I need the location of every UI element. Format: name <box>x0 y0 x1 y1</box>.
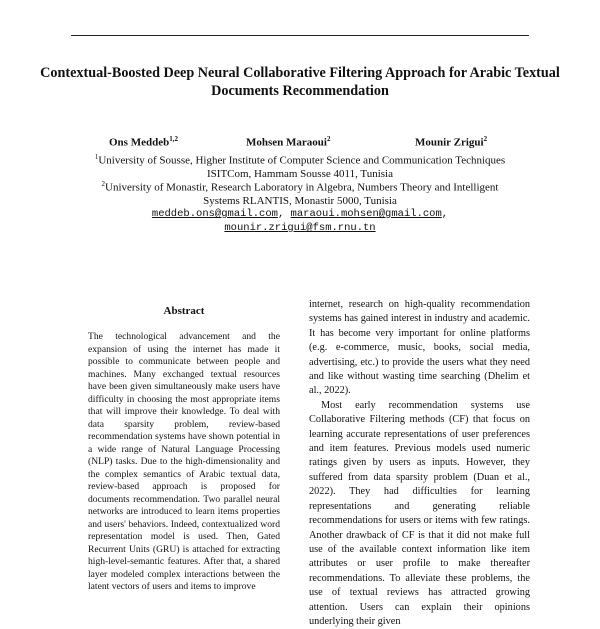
affiliation-mark: 2 <box>101 180 106 188</box>
affiliation-mark: 1 <box>94 153 99 161</box>
intro-paragraph: Most early recommendation systems use Collaborative Filtering methods (CF) that focus on learning accurate representations of user preferences and item features. Previous models used numeric ratings given by users as inputs. However, they suffered from data sparsity problem (Duan et al., 2022). They had difficulties for learning representations and generating reliable recommendations for users or items with few ratings. Another drawback of CF is that it did not make full use of the available context information like item attributes or user profile to make thereafter recommendations. To alleviate these problems, the use of textual reviews has attracted growing attention. Users can explain their opinions underlying their given <box>309 399 530 627</box>
affiliation-2 <box>40 178 560 209</box>
author-3 <box>415 135 487 149</box>
email-link[interactable]: meddeb.ons@gmail.com <box>151 208 278 220</box>
affiliation-line: Systems RLANTIS, Monastir 5000, Tunisia <box>203 195 397 208</box>
header-rule <box>71 35 529 36</box>
affiliation-line: ISITCom, Hammam Sousse 4011, Tunisia <box>207 168 393 181</box>
author-1 <box>109 135 178 149</box>
author-name: Ons Meddeb <box>109 136 170 149</box>
abstract-text: The technological advancement and the expansion of using the internet has made it possible to communicate between people and machines. Many exchanged textual resources have been given simultaneously make users have difficulty in choosing the most appropriate items that will improve their knowledge. To deal with data sparsity problem, review-based recommendation systems have shown potential in a wide range of Natural Language Processing (NLP) tasks. Due to the high-dimensionality and the complex semantics of Arabic textual data, review-based approach is proposed for documents recommendation. Two parallel neural networks are introduced to learn items properties and users' behaviors. Indeed, contextualized word representation model is used. Then, Gated Recurrent Units (GRU) is attached for extracting high-level-semantic features. After that, a shared layer modeled complex interactions between the latent vectors of users and items to improve <box>88 331 280 592</box>
paper-title: Contextual-Boosted Deep Neural Collaborative Filtering Approach for Arabic Textual Documents Recommendation <box>40 65 560 99</box>
email-link[interactable]: mounir.zrigui@fsm.rnu.tn <box>224 222 376 234</box>
abstract-column <box>88 331 280 594</box>
email-link[interactable]: maraoui.mohsen@gmail.com <box>290 208 442 220</box>
author-2 <box>246 135 330 149</box>
author-name: Mounir Zrigui <box>415 136 484 149</box>
email-list: meddeb.ons@gmail.com, maraoui.mohsen@gmail.com, mounir.zrigui@fsm.rnu.tn <box>151 208 449 234</box>
intro-paragraph: internet, research on high-quality recommendation systems has gained interest in industry and academic. It has become very important for online platforms (e.g. e-commerce, music, books, social media, advertising, etc.) to provide the users what they need and like without wasting time searching (Dhelim et al., 2022). <box>309 299 530 397</box>
affiliation-line: University of Sousse, Higher Institute of Computer Science and Communication Techniques <box>98 154 506 167</box>
author-affiliation-mark: 1,2 <box>169 135 178 143</box>
author-affiliation-mark: 2 <box>483 135 488 143</box>
affiliation-line: University of Monastir, Research Laboratory in Algebra, Numbers Theory and Intelligent <box>105 181 499 194</box>
author-list <box>0 135 600 151</box>
author-name: Mohsen Maraoui <box>246 136 327 149</box>
author-affiliation-mark: 2 <box>326 135 331 143</box>
introduction-column <box>309 298 530 629</box>
abstract-heading: Abstract <box>163 305 205 317</box>
